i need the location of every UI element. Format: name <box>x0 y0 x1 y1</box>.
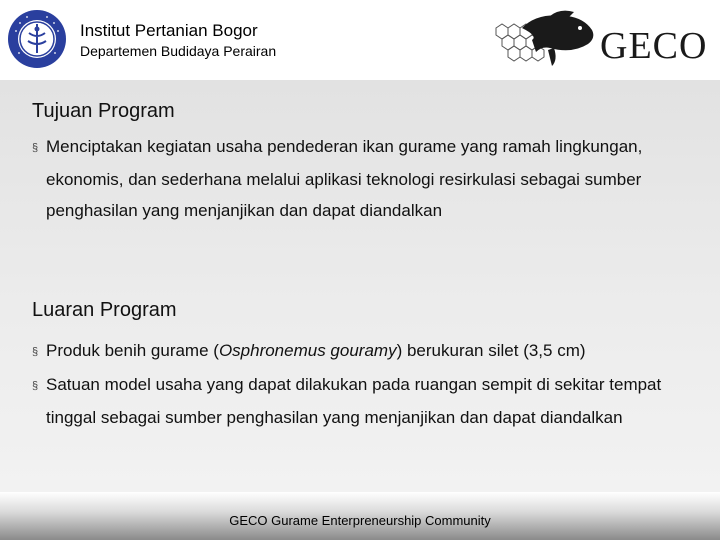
header <box>0 0 720 80</box>
bullet-luaran-1 <box>32 335 706 368</box>
geco-logo-text: GECO <box>600 25 708 67</box>
species-name: Osphronemus gouramy <box>218 341 397 360</box>
section-title-luaran: Luaran Program <box>32 299 177 321</box>
department-name: Departemen Budidaya Perairan <box>80 43 277 59</box>
geco-logo-icon <box>492 6 712 70</box>
ipb-logo-icon <box>7 9 67 69</box>
bullet-square-icon: § <box>32 142 39 154</box>
bullet-text: Menciptakan kegiatan usaha pendederan ikan gurame yang ramah lingkungan, ekonomis, dan sederhana melalui aplikasi teknologi resirkulasi sebagai sumber penghasilan yang menjanjikan dan dapat diandalkan <box>46 137 643 220</box>
bullet-square-icon: § <box>32 380 39 392</box>
bullet-text: Satuan model usaha yang dapat dilakukan pada ruangan sempit di sekitar tempat tinggal sebagai sumber penghasilan yang menjanjikan dan dapat diandalkan <box>46 375 662 427</box>
bullet-square-icon: § <box>32 346 39 358</box>
section-title-tujuan: Tujuan Program <box>32 100 175 122</box>
bullet-tujuan-1 <box>32 131 706 226</box>
slide-content <box>0 80 720 492</box>
bullet-text-after: ) berukuran silet (3,5 cm) <box>396 341 586 360</box>
footer <box>0 492 720 540</box>
institution-name: Institut Pertanian Bogor <box>80 21 258 40</box>
bullet-text-before: Produk benih gurame ( <box>46 341 219 360</box>
footer-text: GECO Gurame Enterpreneurship Community <box>229 513 491 528</box>
bullet-luaran-2 <box>32 369 706 433</box>
